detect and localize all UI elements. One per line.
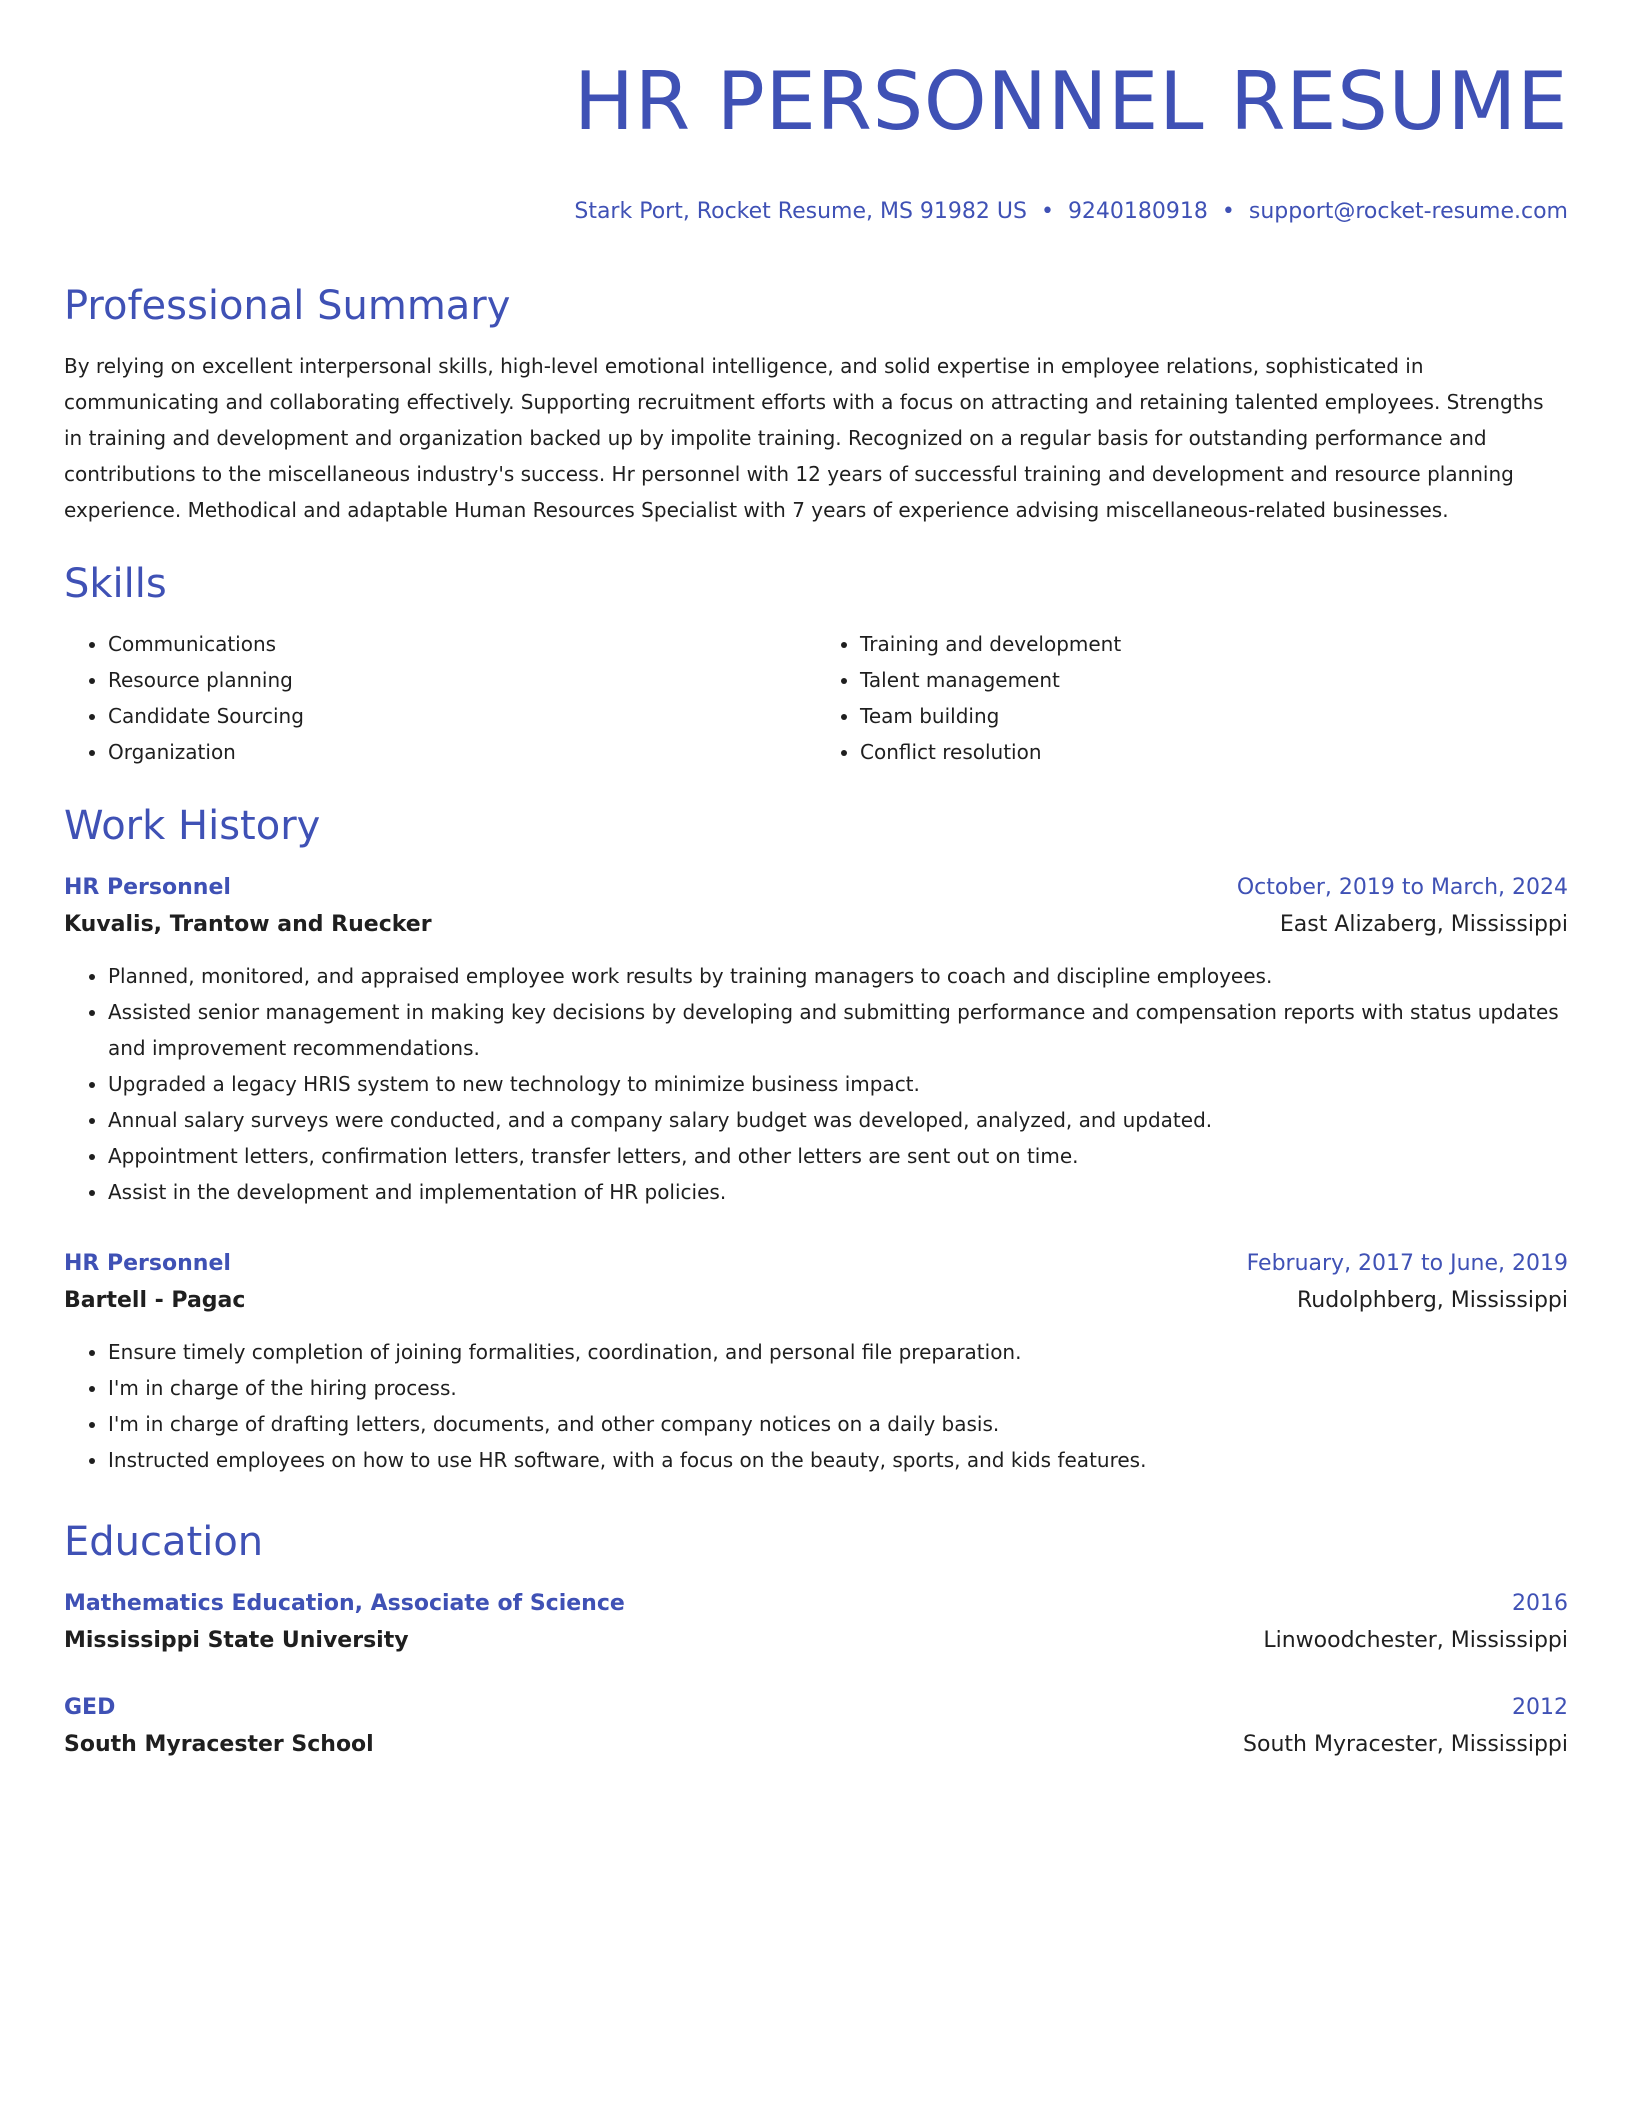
skill-item: • Team building bbox=[860, 698, 1568, 734]
job-location: Rudolphberg, Mississippi bbox=[1296, 1288, 1568, 1313]
summary-text: By relying on excellent interpersonal skills, high-level emotional intelligence, and solid expertise in employee relations, sophisticated in communicating and collaborating effectively. Supporting recruitment efforts with a focus on attracting and retaining talented employees. Strengths in training and development and organization backed up by impolite training. Recognized on a regular basis for outstanding performance and contributions to the miscellaneous industry's success. Hr personnel with 12 years of successful training and development and resource planning experience. Methodical and adaptable Human Resources Specialist with 7 years of experience advising miscellaneous-related businesses. bbox=[64, 354, 1544, 522]
skill-item: • Training and development bbox=[860, 626, 1568, 662]
job-bullet: • Instructed employees on how to use HR software, with a focus on the beauty, sports, and kids features. bbox=[108, 1442, 1568, 1478]
skill-item: • Organization bbox=[108, 734, 816, 770]
job-bullet: • Assist in the development and implementation of HR policies. bbox=[108, 1174, 1568, 1210]
job-dates: February, 2017 to June, 2019 bbox=[1246, 1251, 1568, 1276]
job-bullet: • Ensure timely completion of joining formalities, coordination, and personal file preparation. bbox=[108, 1334, 1568, 1370]
skill-item: • Conflict resolution bbox=[860, 734, 1568, 770]
section-title-summary: Professional Summary bbox=[64, 283, 511, 329]
education-year: 2012 bbox=[1512, 1695, 1568, 1720]
job-dates: October, 2019 to March, 2024 bbox=[1236, 875, 1568, 900]
job-bullet: • Upgraded a legacy HRIS system to new technology to minimize business impact. bbox=[108, 1066, 1568, 1102]
section-title-skills: Skills bbox=[64, 561, 167, 607]
contact-address: Stark Port, Rocket Resume, MS 91982 US bbox=[574, 199, 1027, 224]
education-entry bbox=[64, 1586, 1568, 1660]
resume-header bbox=[64, 52, 1568, 228]
job-location: East Alizaberg, Mississippi bbox=[1279, 912, 1568, 937]
education-school: South Myracester School bbox=[64, 1732, 374, 1757]
job-bullet: • Appointment letters, confirmation letters, transfer letters, and other letters are sent out on time. bbox=[108, 1138, 1568, 1174]
job-bullet: • Annual salary surveys were conducted, and a company salary budget was developed, analyzed, and updated. bbox=[108, 1102, 1568, 1138]
job-entry bbox=[64, 1246, 1568, 1478]
job-company: Bartell - Pagac bbox=[64, 1288, 246, 1313]
skill-item: • Talent management bbox=[860, 662, 1568, 698]
education-year: 2016 bbox=[1512, 1591, 1568, 1616]
education-degree: Mathematics Education, Associate of Science bbox=[64, 1591, 625, 1616]
contact-separator: • bbox=[1040, 199, 1054, 224]
job-bullet: • Planned, monitored, and appraised employee work results by training managers to coach and discipline employees. bbox=[108, 958, 1568, 994]
job-role: HR Personnel bbox=[64, 875, 231, 900]
contact-phone: 9240180918 bbox=[1067, 199, 1208, 224]
section-title-work-history: Work History bbox=[64, 803, 321, 849]
job-bullets bbox=[64, 1334, 1568, 1478]
skill-item: • Resource planning bbox=[108, 662, 816, 698]
skill-item: • Candidate Sourcing bbox=[108, 698, 816, 734]
contact-separator: • bbox=[1221, 199, 1235, 224]
job-company: Kuvalis, Trantow and Ruecker bbox=[64, 912, 432, 937]
job-bullet: • I'm in charge of drafting letters, documents, and other company notices on a daily basis. bbox=[108, 1406, 1568, 1442]
education-location: Linwoodchester, Mississippi bbox=[1263, 1628, 1568, 1653]
skills-list bbox=[64, 626, 1568, 770]
skills-column-left bbox=[64, 626, 816, 770]
job-bullet: • I'm in charge of the hiring process. bbox=[108, 1370, 1568, 1406]
education-entry bbox=[64, 1690, 1568, 1764]
education-degree: GED bbox=[64, 1695, 116, 1720]
job-bullets bbox=[64, 958, 1568, 1210]
contact-line bbox=[64, 196, 1568, 228]
job-entry bbox=[64, 870, 1568, 1210]
contact-email: support@rocket-resume.com bbox=[1248, 199, 1568, 224]
skill-item: • Communications bbox=[108, 626, 816, 662]
job-bullet: • Assisted senior management in making key decisions by developing and submitting performance and compensation reports with status updates and improvement recommendations. bbox=[108, 994, 1568, 1066]
education-location: South Myracester, Mississippi bbox=[1243, 1732, 1568, 1757]
job-role: HR Personnel bbox=[64, 1251, 231, 1276]
education-school: Mississippi State University bbox=[64, 1628, 409, 1653]
section-title-education: Education bbox=[64, 1519, 264, 1565]
skills-column-right bbox=[816, 626, 1568, 770]
resume-title: HR PERSONNEL RESUME bbox=[573, 55, 1568, 148]
